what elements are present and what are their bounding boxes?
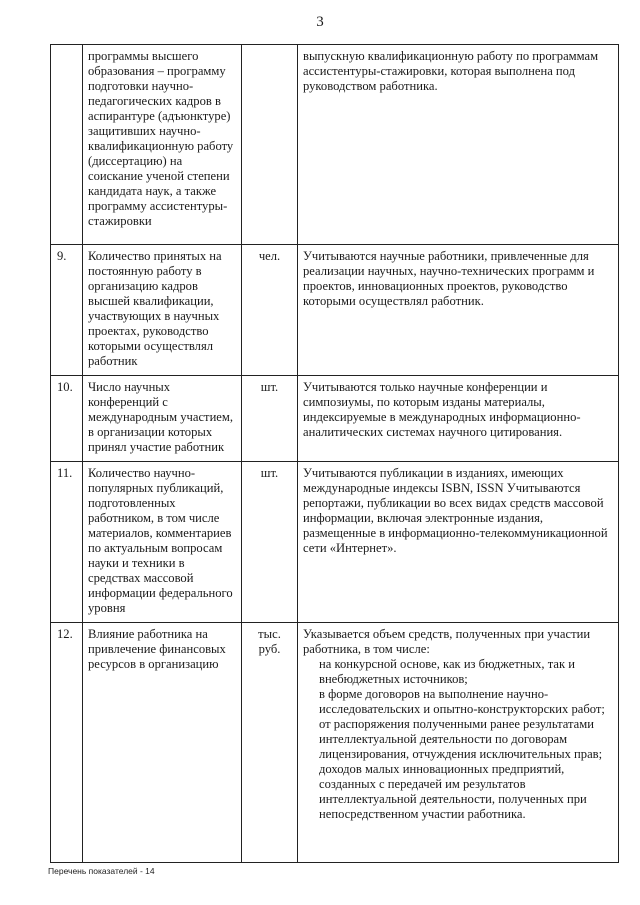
row-number: 11. — [51, 462, 83, 623]
indicator-name: Количество научно-популярных публикаций, подготовленных работником, в том числе материалов, комментариев по актуальным вопросам науки и техники в средствах массовой информации федерального уровня — [83, 462, 242, 623]
unit-of-measure: шт. — [242, 462, 298, 623]
notes-list-item: на конкурсной основе, как из бюджетных, так и внебюджетных источников; — [319, 657, 575, 686]
indicator-notes — [298, 45, 619, 245]
row-number — [51, 45, 83, 245]
notes-paragraph: выпускную квалификационную работу по программам ассистентуры-стажировки, которая выполнена под руководством работника. — [303, 49, 599, 93]
notes-list-item: доходов малых инновационных предприятий, созданных с передачей им результатов интеллектуальной деятельности, полученных при непосредственном участии работника. — [319, 762, 587, 821]
unit-of-measure: шт. — [242, 376, 298, 462]
indicator-notes — [298, 245, 619, 376]
indicator-name: Число научных конференций с международным участием, в организации которых принял участие работник — [83, 376, 242, 462]
table-row — [51, 376, 619, 462]
indicator-notes — [298, 623, 619, 863]
row-number: 10. — [51, 376, 83, 462]
row-number: 9. — [51, 245, 83, 376]
unit-of-measure: тыс. руб. — [242, 623, 298, 863]
table-row — [51, 623, 619, 863]
table-row — [51, 245, 619, 376]
indicator-notes — [298, 376, 619, 462]
page-footer: Перечень показателей - 14 — [48, 866, 155, 876]
unit-of-measure — [242, 45, 298, 245]
page-number: 3 — [316, 14, 324, 30]
notes-list-item: в форме договоров на выполнение научно-исследовательских и опытно-конструкторских работ; — [319, 687, 605, 716]
table-row — [51, 45, 619, 245]
notes-paragraph: Учитываются публикации в изданиях, имеющих международные индексы ISBN, ISSN Учитываются репортажи, публикации во всех видах средств массовой информации, включая электронные издания, размещенные в информационно-телекоммуникационной сети «Интернет». — [303, 466, 608, 555]
notes-paragraph: Указывается объем средств, полученных при участии работника, в том числе: — [303, 627, 591, 656]
indicator-name: Количество принятых на постоянную работу в организацию кадров высшей квалификации, участвующих в научных проектах, руководство которыми осуществлял работник — [83, 245, 242, 376]
row-number: 12. — [51, 623, 83, 863]
indicator-name: программы высшего образования – программу подготовки научно-педагогических кадров в аспирантуре (адъюнктуре) защитивших научно-квалификационную работу (диссертацию) на соискание ученой степени кандидата наук, а также программу ассистентуры-стажировки — [83, 45, 242, 245]
notes-list-item: от распоряжения полученными ранее результатами интеллектуальной деятельности по договорам лицензирования, отчуждения исключительных прав; — [319, 717, 603, 761]
notes-paragraph: Учитываются только научные конференции и симпозиумы, по которым изданы материалы, индексируемые в международных информационно-аналитических системах научного цитирования. — [303, 380, 581, 439]
indicator-notes — [298, 462, 619, 623]
indicator-name: Влияние работника на привлечение финансовых ресурсов в организацию — [83, 623, 242, 863]
table-row — [51, 462, 619, 623]
indicators-table — [50, 44, 619, 863]
unit-of-measure: чел. — [242, 245, 298, 376]
notes-paragraph: Учитываются научные работники, привлеченные для реализации научных, научно-технических программ и проектов, инновационных проектов, руководство которыми осуществлял работник. — [303, 249, 595, 308]
